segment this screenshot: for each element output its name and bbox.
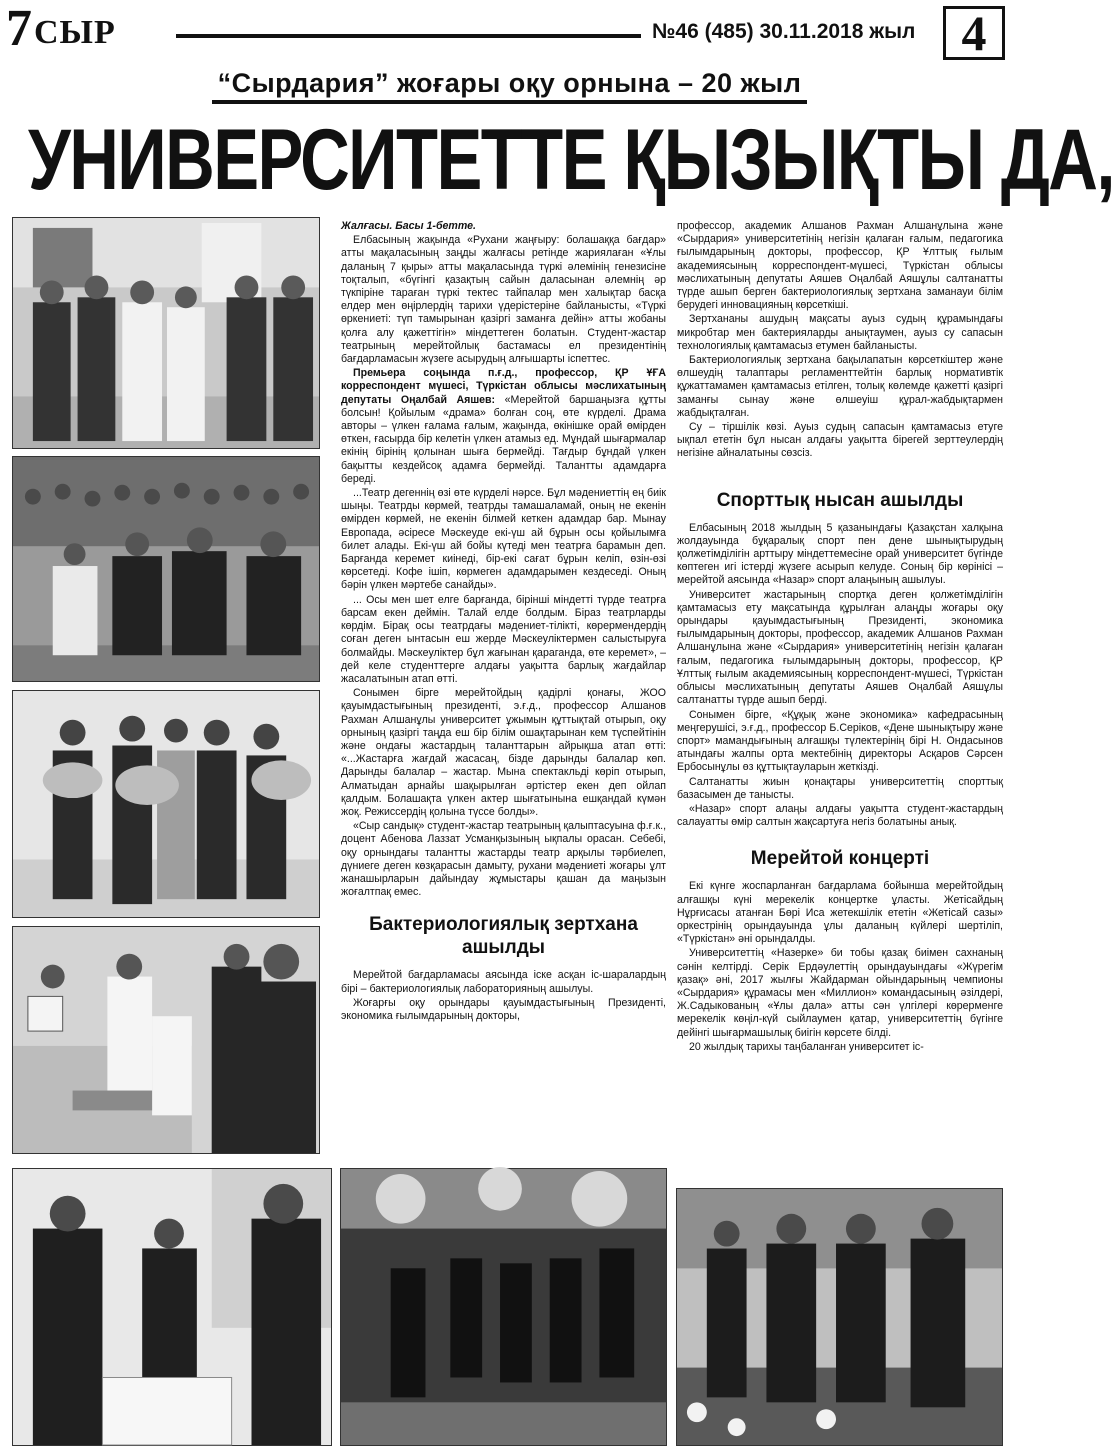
headline: УНИВЕРСИТЕТТЕ ҚЫЗЫҚТЫ ДА,: [28, 112, 1114, 208]
paragraph: ...Театр дегеннің өзі өте күрделі нәрсе. Бұл мәдениеттің ең биік шыңы. Театрды көрмей, театрды тамашаламай, оның не екенін өмірден көрмей, не екенін білмей кеткен адамдар бар. Мынау Европада, әсіресе Мәскеуде екі-үш ай бұрын осы қойылымға билет алады. Екі-үш ай бойы күтеді мен театрға барамын деп. Барғанда керемет киінеді, бір-екі сағат бұрын келіп, өзін-өзі көрсетеді. Кофе ішіп, көрмеген адамдарымен кездеседі. Оның бәрін үлкен мәртебе санайды».: [341, 487, 666, 592]
paragraph: Салтанатты жиын қонақтары университеттің спорттық базасымен де танысты.: [677, 775, 1003, 801]
photo-women-with-flowers: [12, 690, 320, 918]
paragraph: профессор, академик Алшанов Рахман Алшанұлына және «Сырдария» университетінің негізін қалаған ғалым, педагогика ғылымдарының докторы, профессор, ҚР Ұлттық ғылым академиясының корреспондент-мүшесі, Түркістан облысы мәслихатының депутаты Аяшев Оңалбай Аяшұлы салтанатты түрде ашып берген бактериологиялық зертхана заманауи білім берудегі инновацияның көрсеткіші.: [677, 220, 1003, 312]
photo-sports-field: [676, 1188, 1003, 1446]
continued-note: Жалғасы. Басы 1-бетте.: [341, 220, 476, 232]
subtitle-text: “Сырдария” жоғары оқу орнына – 20 жыл: [212, 68, 808, 104]
paragraph: Елбасының 2018 жылдың 5 қазанындағы Қазақстан халқына жолдауында бұқаралық спорт пен дене шынықтырудың қолжетімділігін арттыру міндеттемесіне орай университет бүгінде көптеген игі істерді жүзеге асырып келуде. Соның бір көрінісі – мерейтой аясында «Назар» спорт алаңының ашылуы.: [677, 521, 1003, 587]
logo-text: СЫР: [34, 14, 116, 51]
paragraph: Мерейтой бағдарламасы аясында іске асқан іс-шаралардың бірі – бактериологиялық лабораторияның ашылуы.: [341, 969, 666, 995]
section-heading-sports: Спорттық нысан ашылды: [716, 489, 964, 511]
photo-audience-seated: [12, 456, 320, 682]
paragraph: «Сыр сандық» студент-жастар театрының қалыптасуына ф.ғ.к., доцент Абенова Лаззат Усманқызының ықпалы орасан. Себебі, оқу орнындағы талантты жастарды театр арқылы тәрбиелеп, дүниеге деген көзқарасын дамыту, рухани мәдениеті жоғары ұлт жанашырларын дайындау жұмыстары қашан да маңызын жоғалтпақ емес.: [341, 820, 667, 899]
masthead-rule: [176, 34, 641, 38]
paragraph: Сонымен бірге мерейтойдың қадірлі қонағы, ЖОО қауымдастығының президенті, э.ғ.д., профессор Алшанов Рахман Алшанұлы университет ұжымын құттықтай отырып, оқу орнының қазіргі таңда еш бір білім ошақтарынан кем түспейтінін және ондағы жастардың таланттарын айрықша атап өтті: «...Жастарға жағдай жасасаң, бізде дарынды балалар көп. Дарынды балалар – жастар. Мына спектакльді көріп отырып, Алматыдан арнайы шақырылған әртістер екен деп ойлап қалдым. Болашақта үлкен актер шығатынына ешқандай күмән жоқ. Режиссердің қолына түссе болды».: [341, 687, 666, 818]
paragraph: Сонымен бірге, «Құқық және экономика» кафедрасының меңгерушісі, э.ғ.д., профессор Б.Серіков, «Дене шынықтыру және спорт» мамандығының алғашқы түлектерінің бірі Н. Ондасынов атындағы жалпы орта мектебінің директоры Асқаров Сәрсен Ербосынұлы өз құттықтауларын жеткізді.: [677, 708, 1003, 774]
paragraph: 20 жылдық тарихы таңбаланған университет іс-: [689, 1040, 924, 1053]
logo-number: 7: [6, 0, 32, 57]
paragraph: Жоғарғы оқу орындары қауымдастығының Президенті, экономика ғылымдарының докторы,: [341, 996, 666, 1022]
paragraph: «Назар» спорт алаңы алдағы уақытта студент-жастардың салауатты өмір салтын жақсартуға негіз болатыны анық.: [677, 802, 1003, 829]
section-heading-concert: Мерейтой концерті: [750, 848, 930, 870]
speaker-quote: «Мерейтой баршаңызға құтты болсын! Қойылым «драма» болған соң, өте күрделі. Драма авторы – үлкен ғалама ғалым, жақында, өкінішке орай өмірден өткен, ғасырда бір келетін үлкен атамыз ед. Мұндай шығармалар екінің бірінің қолынан шыға бермейді. Тағдыр бұндай үлкен бақытты кездейсоқ адамға бермейді. Талантты адамдарға береді.: [341, 393, 666, 485]
paragraph: [341, 367, 666, 486]
photo-concert-dance: [340, 1168, 667, 1446]
paragraph: Екі күнге жоспарланған бағдарлама бойынша мерейтойдың алғашқы күні мерекелік концертке ұласты. Жетісайдың Нұрғисасы атанған Бөрі Иса жетекшілік ететін «Жетісай сазы» оркестрінің орындауында ұлы даланың күйлері шертіліп, «Түркістан» әні орындалды.: [677, 880, 1003, 946]
paragraph: Бактериологиялық зертхана бақылапатын көрсеткіштер және өлшеудің талаптары регламенттейтін барлық нормативтік құжаттамамен қамтамасыз етілген, толық көлемде қажетті қазіргі заманғы сынау және өлшеуіш құрал-жабдықтармен жабдықталған.: [677, 354, 1003, 419]
section-subtitle: [0, 68, 1019, 99]
paragraph: Зертхананы ашудың мақсаты ауыз судың құрамындағы микробтар мен бактерияларды анықтаумен, ауыз су сапасын технологиялық қамтамасыз етумен байланысты.: [677, 313, 1003, 352]
photo-guests-standing: [12, 217, 320, 449]
issue-line: №46 (485) 30.11.2018 жыл: [652, 20, 916, 43]
paragraph: ... Осы мен шет елге барғанда, бірінші міндетті түрде театрға барсам екен деймін. Талай елде болдым. Біраз театрларды көрдім. Бірақ осы театрдағы мәдениет-тілікті, көрермендердің соған деген ынтасын еш жерде Мәскеуліктермен салыстыруға болмайды. Мәскеуліктер бұл жағынан қараганда, өте керемет», – дей келе студенттерге алдағы уақытта барлық жағдайлар жасалатынын атап өтті.: [341, 593, 666, 685]
page-number: 4: [943, 6, 1005, 60]
article-column-1: [341, 220, 666, 1160]
paragraph: Елбасының жақында «Рухани жаңғыру: болашаққа бағдар» атты мақаласының заңды жалғасы ретінде жариялаған «Ұлы даланың 7 қыры» атты мақаласында түркі әлемінің генезисіне тоқталып, «бүгінгі қазақтың сайын даласынан әлемнің әр түкпіріне тараған түркі тектес тайпалар мен халықтар басқа елдер мен өңірлердің тарихи үдерістеріне байланысты, «Түркі өркениеті: түп тамырынан қазіргі заманға дейін» атты жобаны қолға алу қажеттігін» міндеттеген болатын. Студент-жастар театрының мерейтойлық бастамасы ел президентінің бағдарламасын жүзеге асырудың алғышарты іспеттес.: [341, 234, 666, 366]
article-column-2: [677, 220, 1003, 1160]
paragraph: Су – тіршілік көзі. Ауыз судың сапасын қамтамасыз етуге ықпал ететін бұл нысан алдағы уақытта бірегей зерттеулердің негізіне айналатыны сөзсіз.: [677, 421, 1003, 460]
paragraph: Университет жастарының спортқа деген қолжетімділігін қамтамасыз ету мақсатында құрылған алаңды жоғары оқу орындары қауымдастығының Президенті, экономика ғылымдарының докторы, профессор, академик Алшанов Рахман Алшанұлына және «Сырдария» университетінің негізін қалаған ғалым, педагогика ғылымдарының докторы, профессор, ҚР Ұлттық ғылым академиясының корреспондент-мүшесі, Түркістан облысы мәслихатының депутаты Аяшев Оңалбай Аяшұлы салтанатты түрде ашып берді.: [677, 588, 1003, 707]
photo-laboratory: [12, 926, 320, 1154]
speaker-intro: Премьера соңында п.ғ.д., профессор, ҚР ҰҒА корреспондент мүшесі, Түркістан облысы мәслихатының депутаты Оңалбай Аяшев:: [341, 367, 666, 406]
section-heading-laboratory: Бактериологиялық зертхана ашылды: [369, 914, 638, 959]
masthead: [6, 0, 1013, 61]
photo-lab-ribbon: [12, 1168, 332, 1446]
paragraph: Университеттің «Назерке» би тобы қазақ биімен сахнаның сәнін келтірді. Серік Ердәулеттің орындауындағы «Жүрегім қазақ» әні, 2017 жылғы Жайдарман ойындарының чемпионы «Сырдария» құрамасы мен «Миллион» командасының әзілдері, Ж.Садыкованың «Ұлы дала» атты сән үлгілері көрерменге мерекелік көңіл-күй сыйлаумен қатар, университеттің бүгінге дейінгі шығармашылық биігін көрсете білді.: [677, 947, 1003, 1039]
